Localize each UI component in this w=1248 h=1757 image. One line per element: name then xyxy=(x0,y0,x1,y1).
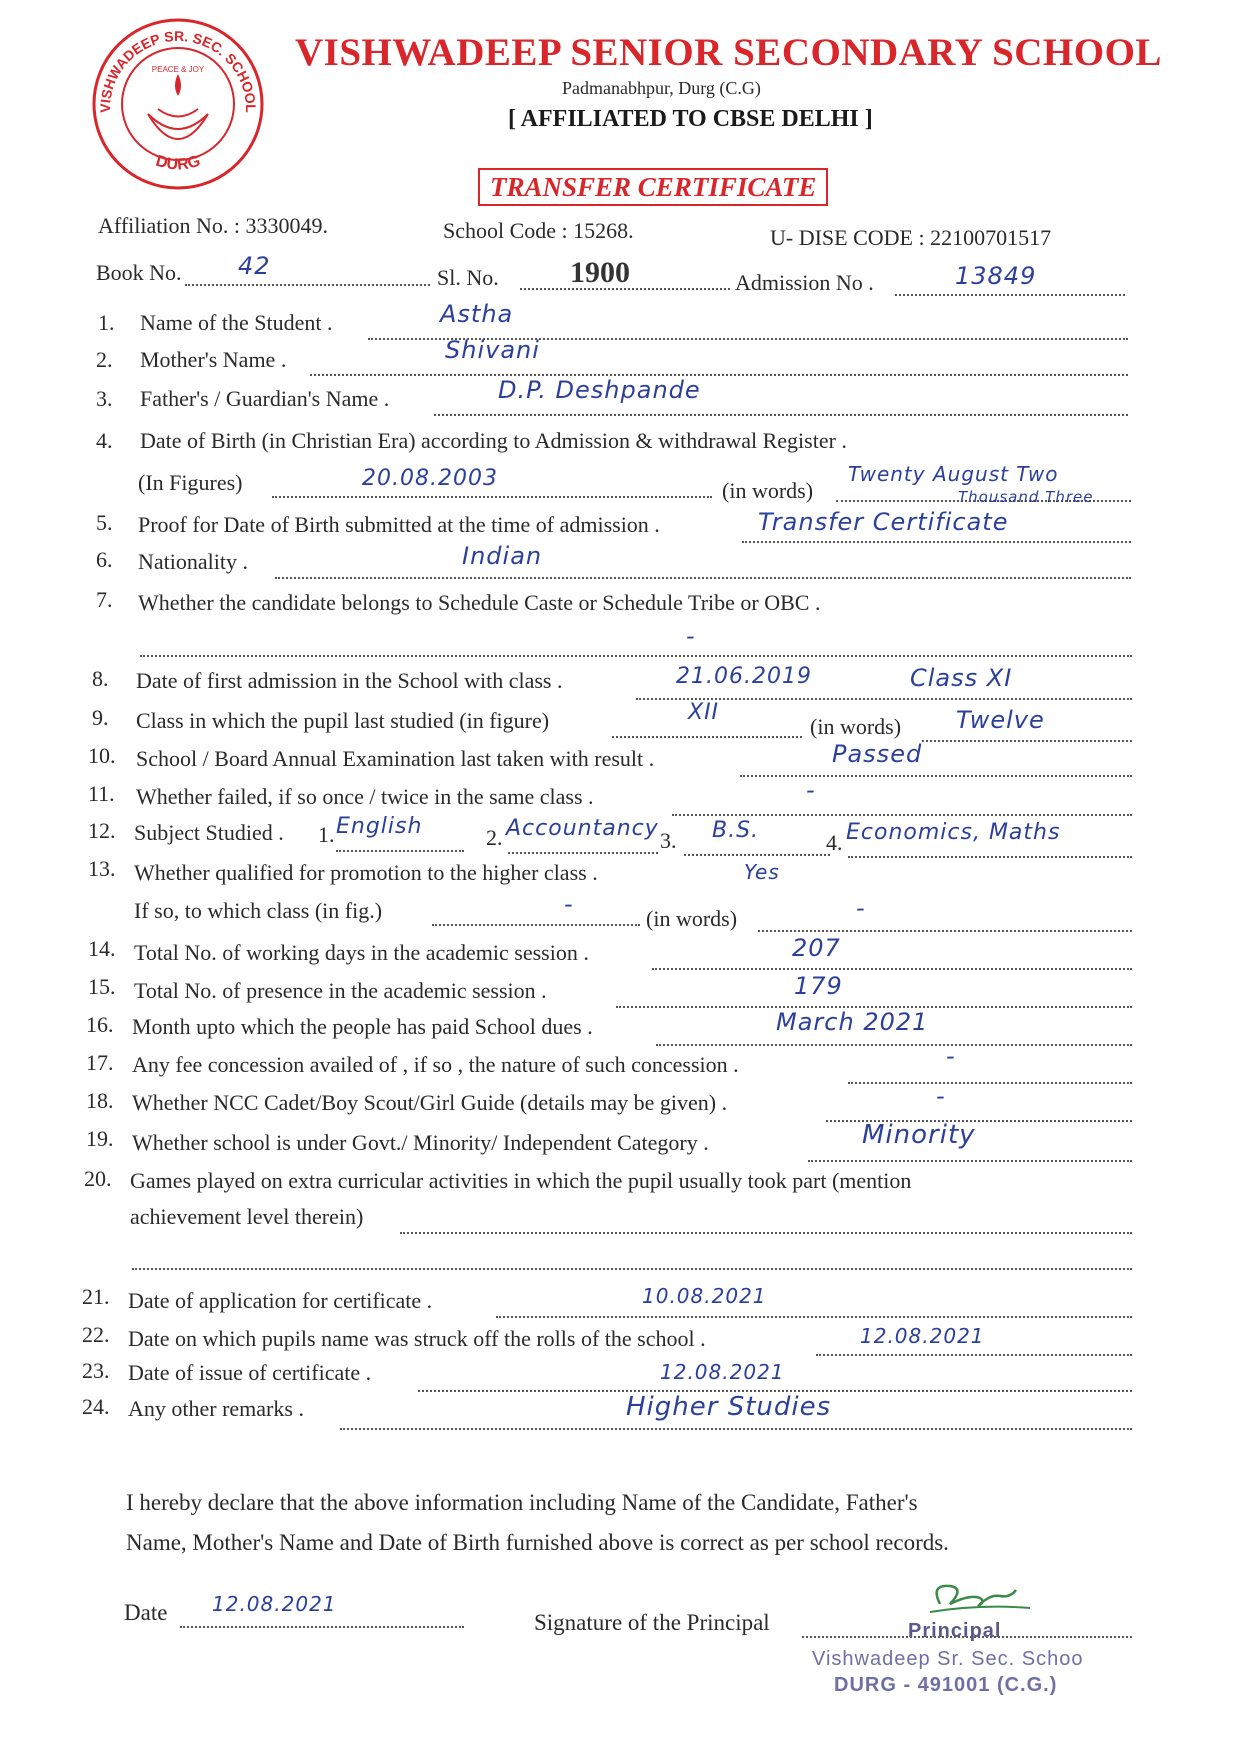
subject-2: Accountancy xyxy=(506,816,659,841)
subject-4: Economics, Maths xyxy=(846,820,1061,845)
item-12-number: 12. xyxy=(88,818,116,843)
item-8-label: Date of first admission in the School with class . xyxy=(136,668,563,693)
other-remarks: Higher Studies xyxy=(626,1392,832,1422)
first-admission-class: Class XI xyxy=(910,664,1013,692)
mother-name: Shivani xyxy=(445,336,540,364)
application-date: 10.08.2021 xyxy=(642,1284,767,1308)
affiliation-number: Affiliation No. : 3330049. xyxy=(98,213,328,238)
item-24-label: Any other remarks . xyxy=(128,1396,304,1421)
book-number-label: Book No. xyxy=(96,260,182,285)
item-9-number: 9. xyxy=(92,705,109,730)
item-18-label: Whether NCC Cadet/Boy Scout/Girl Guide (details may be given) . xyxy=(132,1090,728,1115)
dob-words-line1: Twenty August Two xyxy=(848,462,1059,486)
stamp-principal: Principal xyxy=(908,1620,1002,1642)
item-14-label: Total No. of working days in the academic session . xyxy=(134,940,589,965)
dues-paid-upto: March 2021 xyxy=(776,1008,929,1036)
item-13-sub-label: If so, to which class (in fig.) xyxy=(134,898,383,923)
school-category: Minority xyxy=(862,1120,976,1150)
student-name: Astha xyxy=(440,300,514,328)
subject-1: English xyxy=(336,814,423,839)
last-class-words: Twelve xyxy=(956,706,1045,734)
school-code: School Code : 15268. xyxy=(443,218,634,243)
item-21-number: 21. xyxy=(82,1284,110,1309)
svg-text:DURG: DURG xyxy=(153,152,203,174)
principal-signature-label: Signature of the Principal xyxy=(534,1610,770,1635)
serial-number-value: 1900 xyxy=(570,256,630,289)
item-11-number: 11. xyxy=(88,781,115,806)
book-number-value: 42 xyxy=(238,252,271,280)
item-20-label-cont: achievement level therein) xyxy=(130,1204,364,1229)
item-6-number: 6. xyxy=(96,547,113,572)
declaration-line-2: Name, Mother's Name and Date of Birth furnished above is correct as per school records. xyxy=(126,1530,949,1555)
dob-figures-label: (In Figures) xyxy=(138,470,243,495)
promotion-class-figure: - xyxy=(564,890,574,918)
struck-off-date: 12.08.2021 xyxy=(860,1324,985,1348)
first-admission-date: 21.06.2019 xyxy=(676,664,812,689)
item-22-label: Date on which pupils name was struck off the rolls of the school . xyxy=(128,1326,706,1351)
dob-proof: Transfer Certificate xyxy=(758,508,1009,536)
item-8-number: 8. xyxy=(92,666,109,691)
item-16-number: 16. xyxy=(86,1012,114,1037)
item-13-number: 13. xyxy=(88,856,116,881)
document-title: TRANSFER CERTIFICATE xyxy=(478,168,828,206)
item-9-label: Class in which the pupil last studied (in figure) xyxy=(136,708,550,733)
item-21-label: Date of application for certificate . xyxy=(128,1288,433,1313)
footer-date-value: 12.08.2021 xyxy=(212,1592,337,1616)
item-17-number: 17. xyxy=(86,1050,114,1075)
affiliation-banner: [ AFFILIATED TO CBSE DELHI ] xyxy=(508,106,873,132)
subject-3: B.S. xyxy=(712,818,760,843)
item-5-number: 5. xyxy=(96,510,113,535)
item-17-label: Any fee concession availed of , if so , the nature of such concession . xyxy=(132,1052,739,1077)
serial-number-label: Sl. No. xyxy=(437,265,499,290)
stamp-school: Vishwadeep Sr. Sec. Schoo xyxy=(812,1648,1084,1670)
caste-category: - xyxy=(686,622,696,650)
item-10-number: 10. xyxy=(88,743,116,768)
principal-signature xyxy=(920,1574,1040,1624)
dob-words-label: (in words) xyxy=(722,478,814,503)
item-20-label: Games played on extra curricular activities in which the pupil usually took part (mention xyxy=(130,1168,912,1193)
udise-code: U- DISE CODE : 22100701517 xyxy=(770,225,1052,250)
working-days: 207 xyxy=(792,934,841,962)
last-class-figure: XII xyxy=(688,700,720,725)
item-5-label: Proof for Date of Birth submitted at the time of admission . xyxy=(138,512,660,537)
item-6-label: Nationality . xyxy=(138,549,248,574)
item-22-number: 22. xyxy=(82,1322,110,1347)
school-address: Padmanabhpur, Durg (C.G) xyxy=(562,78,761,98)
svg-text:VISHWADEEP SR. SEC. SCHOOL: VISHWADEEP SR. SEC. SCHOOL xyxy=(96,27,260,113)
footer-date-label: Date xyxy=(124,1600,168,1625)
item-7-number: 7. xyxy=(96,587,113,612)
item-3-number: 3. xyxy=(96,386,113,411)
item-1-number: 1. xyxy=(98,310,115,335)
declaration-line-1: I hereby declare that the above information including Name of the Candidate, Father's xyxy=(126,1490,918,1515)
item-23-label: Date of issue of certificate . xyxy=(128,1360,372,1385)
subject-4-number: 4. xyxy=(826,830,843,855)
fee-concession: - xyxy=(946,1042,956,1070)
item-15-number: 15. xyxy=(88,974,116,999)
item-24-number: 24. xyxy=(82,1394,110,1419)
subject-1-number: 1. xyxy=(318,822,335,847)
issue-date: 12.08.2021 xyxy=(660,1360,785,1384)
item-2-label: Mother's Name . xyxy=(140,347,287,372)
item-12-label: Subject Studied . xyxy=(134,820,284,845)
item-2-number: 2. xyxy=(96,347,113,372)
promotion-class-words: - xyxy=(856,894,866,922)
promotion-qualified: Yes xyxy=(744,860,780,884)
item-13-words-label: (in words) xyxy=(646,906,738,931)
admission-number-label: Admission No . xyxy=(735,270,874,295)
subject-3-number: 3. xyxy=(660,828,677,853)
item-16-label: Month upto which the people has paid School dues . xyxy=(132,1014,593,1039)
item-23-number: 23. xyxy=(82,1358,110,1383)
item-11-label: Whether failed, if so once / twice in the same class . xyxy=(136,784,594,809)
item-19-number: 19. xyxy=(86,1126,114,1151)
item-14-number: 14. xyxy=(88,936,116,961)
school-seal-logo xyxy=(88,14,268,194)
item-18-number: 18. xyxy=(86,1088,114,1113)
school-name: VISHWADEEP SENIOR SECONDARY SCHOOL xyxy=(295,31,1162,74)
item-4-number: 4. xyxy=(96,428,113,453)
failed-status: - xyxy=(806,776,816,804)
item-3-label: Father's / Guardian's Name . xyxy=(140,386,390,411)
dob-words-line2: Thousand Three xyxy=(958,488,1094,506)
last-class-words-label: (in words) xyxy=(810,714,902,739)
item-20-number: 20. xyxy=(84,1166,112,1191)
stamp-address: DURG - 491001 (C.G.) xyxy=(834,1674,1058,1696)
item-7-label: Whether the candidate belongs to Schedule Caste or Schedule Tribe or OBC . xyxy=(138,590,821,615)
subject-2-number: 2. xyxy=(486,825,503,850)
nationality: Indian xyxy=(462,542,543,570)
item-13-label: Whether qualified for promotion to the higher class . xyxy=(134,860,598,885)
dob-figures: 20.08.2003 xyxy=(362,466,498,491)
item-10-label: School / Board Annual Examination last taken with result . xyxy=(136,746,655,771)
ncc-scout-guide: - xyxy=(936,1082,946,1110)
last-exam-result: Passed xyxy=(832,740,923,768)
item-4-label: Date of Birth (in Christian Era) according to Admission & withdrawal Register . xyxy=(140,428,847,453)
item-1-label: Name of the Student . xyxy=(140,310,333,335)
svg-text:PEACE & JOY: PEACE & JOY xyxy=(151,65,205,74)
item-15-label: Total No. of presence in the academic session . xyxy=(134,978,547,1003)
days-present: 179 xyxy=(794,972,843,1000)
admission-number-value: 13849 xyxy=(955,262,1037,290)
father-name: D.P. Deshpande xyxy=(498,376,701,404)
item-19-label: Whether school is under Govt./ Minority/ Independent Category . xyxy=(132,1130,709,1155)
